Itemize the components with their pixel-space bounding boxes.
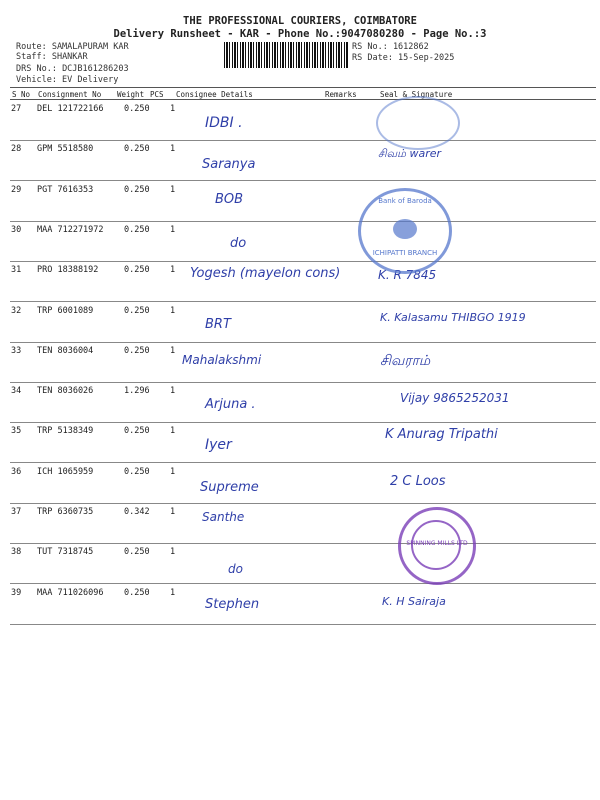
row-consignment-no: TRP 6001089 xyxy=(37,305,94,316)
col-remarks: Remarks xyxy=(325,90,357,99)
row-consignment-no: GPM 5518580 xyxy=(37,144,94,155)
row-signature-handwriting: K. R 7845 xyxy=(378,268,437,283)
row-consignment-no: MAA 711026096 xyxy=(37,587,104,598)
row-weight: 0.250 xyxy=(124,224,150,235)
row-consignee-handwriting: Mahalakshmi xyxy=(182,352,262,367)
row-weight: 0.250 xyxy=(124,184,150,195)
row-consignee-handwriting: IDBI . xyxy=(205,115,243,131)
row-sno: 37 xyxy=(11,507,22,517)
staff-label: Staff: xyxy=(16,52,52,62)
row-sno: 32 xyxy=(11,305,22,316)
table-row xyxy=(10,504,596,544)
row-consignment-no: ICH 1065959 xyxy=(37,466,94,477)
row-pcs: 1 xyxy=(170,104,176,114)
row-consignee-handwriting: Arjuna . xyxy=(205,397,256,413)
row-weight: 0.250 xyxy=(124,466,150,477)
bank-seal-stamp xyxy=(358,188,452,274)
row-divider xyxy=(10,624,596,625)
row-consignment-no: PRO 18388192 xyxy=(37,265,99,276)
bank-seal-branch: ICHIPATTI BRANCH xyxy=(372,249,438,257)
row-sno: 29 xyxy=(11,184,22,195)
col-seal: Seal & Signature xyxy=(380,90,453,99)
row-signature-handwriting: சிவராம் xyxy=(380,352,431,369)
row-signature-handwriting: 2 C Loos xyxy=(390,473,446,489)
row-sno: 34 xyxy=(11,386,22,397)
bank-seal-name: Bank of Baroda xyxy=(378,197,432,205)
row-sno: 35 xyxy=(11,426,22,437)
col-pcs: PCS xyxy=(150,90,164,99)
row-pcs: 1 xyxy=(170,507,176,517)
header-divider-bottom xyxy=(10,99,596,100)
row-consignee-handwriting: Stephen xyxy=(205,596,260,612)
row-consignee-handwriting: do xyxy=(228,562,243,577)
row-signature-handwriting: K Anurag Tripathi xyxy=(385,427,498,443)
drs-number: DCJB161286203 xyxy=(62,64,129,74)
row-weight: 0.250 xyxy=(124,587,150,598)
col-sno: S No xyxy=(12,90,31,99)
row-signature-handwriting: Vijay 9865252031 xyxy=(400,391,510,406)
mill-seal-name: SPINNING MILLS LTD xyxy=(406,540,468,547)
table-row xyxy=(10,262,596,302)
row-consignment-no: TEN 8036004 xyxy=(37,345,94,356)
row-consignee-handwriting: BOB xyxy=(215,191,244,207)
table-row xyxy=(10,383,596,423)
barcode xyxy=(224,42,348,68)
row-sno: 28 xyxy=(11,144,22,155)
row-pcs: 1 xyxy=(170,466,176,477)
staff-name: SHANKAR xyxy=(51,52,88,62)
row-weight: 0.250 xyxy=(124,265,150,276)
row-consignment-no: TUT 7318745 xyxy=(37,547,94,558)
row-weight: 0.250 xyxy=(124,104,150,114)
row-weight: 1.296 xyxy=(124,386,150,397)
row-pcs: 1 xyxy=(170,305,176,316)
row-sno: 38 xyxy=(11,547,22,558)
row-weight: 0.250 xyxy=(124,345,150,356)
row-consignee-handwriting: Iyer xyxy=(205,437,232,454)
row-weight: 0.250 xyxy=(124,144,150,155)
row-consignment-no: MAA 712271972 xyxy=(37,224,104,235)
rs-number: RS No.: 1612862 xyxy=(352,42,429,52)
route-label: Route: SAMALAPURAM KAR xyxy=(16,42,129,52)
row-pcs: 1 xyxy=(170,345,176,356)
row-sno: 36 xyxy=(11,466,22,477)
row-consignee-handwriting: Santhe xyxy=(202,510,245,524)
col-consignment: Consignment No xyxy=(38,90,102,99)
row-pcs: 1 xyxy=(170,587,176,598)
row-consignment-no: TRP 6360735 xyxy=(37,507,94,517)
header-divider-top xyxy=(10,87,596,88)
row-pcs: 1 xyxy=(170,184,176,195)
table-row xyxy=(10,141,596,181)
table-row xyxy=(10,464,596,504)
row-pcs: 1 xyxy=(170,224,176,235)
row-weight: 0.250 xyxy=(124,547,150,558)
row-weight: 0.250 xyxy=(124,305,150,316)
row-sno: 31 xyxy=(11,265,22,276)
row-consignee-handwriting: Supreme xyxy=(200,479,259,495)
table-row xyxy=(10,182,596,222)
table-row xyxy=(10,222,596,262)
row-weight: 0.250 xyxy=(124,426,150,437)
row-signature-handwriting: சிவம் warer xyxy=(378,147,442,161)
row-pcs: 1 xyxy=(170,386,176,397)
row-weight: 0.342 xyxy=(124,507,150,517)
row-signature-handwriting: K. Kalasamu THIBGO 1919 xyxy=(380,310,526,324)
staff-line xyxy=(16,52,88,62)
runsheet-title: Delivery Runsheet - KAR - Phone No.:9047080280 - Page No.:3 xyxy=(113,28,487,40)
row-consignee-handwriting: do xyxy=(230,235,247,251)
rs-date: RS Date: 15-Sep-2025 xyxy=(352,53,455,63)
row-consignee-handwriting: BRT xyxy=(205,316,231,332)
row-sno: 39 xyxy=(11,587,22,598)
table-row xyxy=(10,303,596,343)
row-consignment-no: PGT 7616353 xyxy=(37,184,94,195)
col-consignee: Consignee Details xyxy=(176,90,253,99)
signature-stamp-faint xyxy=(376,96,460,150)
row-consignment-no: DEL 121722166 xyxy=(37,104,104,114)
table-row xyxy=(10,423,596,463)
bank-logo-icon xyxy=(393,219,417,239)
row-sno: 33 xyxy=(11,345,22,356)
row-pcs: 1 xyxy=(170,547,176,558)
row-sno: 30 xyxy=(11,224,22,235)
row-pcs: 1 xyxy=(170,265,176,276)
mill-seal-stamp xyxy=(398,507,476,585)
row-pcs: 1 xyxy=(170,144,176,155)
col-weight: Weight xyxy=(117,90,145,99)
row-sno: 27 xyxy=(11,104,22,114)
drs-label: DRS No.: xyxy=(16,64,63,74)
row-consignee-handwriting: Saranya xyxy=(202,157,256,173)
table-row xyxy=(10,343,596,383)
drs-line xyxy=(16,64,129,74)
table-row xyxy=(10,544,596,584)
row-consignment-no: TEN 8036026 xyxy=(37,386,94,397)
row-consignment-no: TRP 5138349 xyxy=(37,426,94,437)
row-signature-handwriting: K. H Sairaja xyxy=(382,594,446,608)
vehicle-label: Vehicle: EV Delivery xyxy=(16,75,119,85)
row-consignee-handwriting: Yogesh (mayelon cons) xyxy=(190,266,341,282)
table-row xyxy=(10,585,596,625)
table-row xyxy=(10,101,596,141)
company-title: THE PROFESSIONAL COURIERS, COIMBATORE xyxy=(183,15,417,27)
row-pcs: 1 xyxy=(170,426,176,437)
